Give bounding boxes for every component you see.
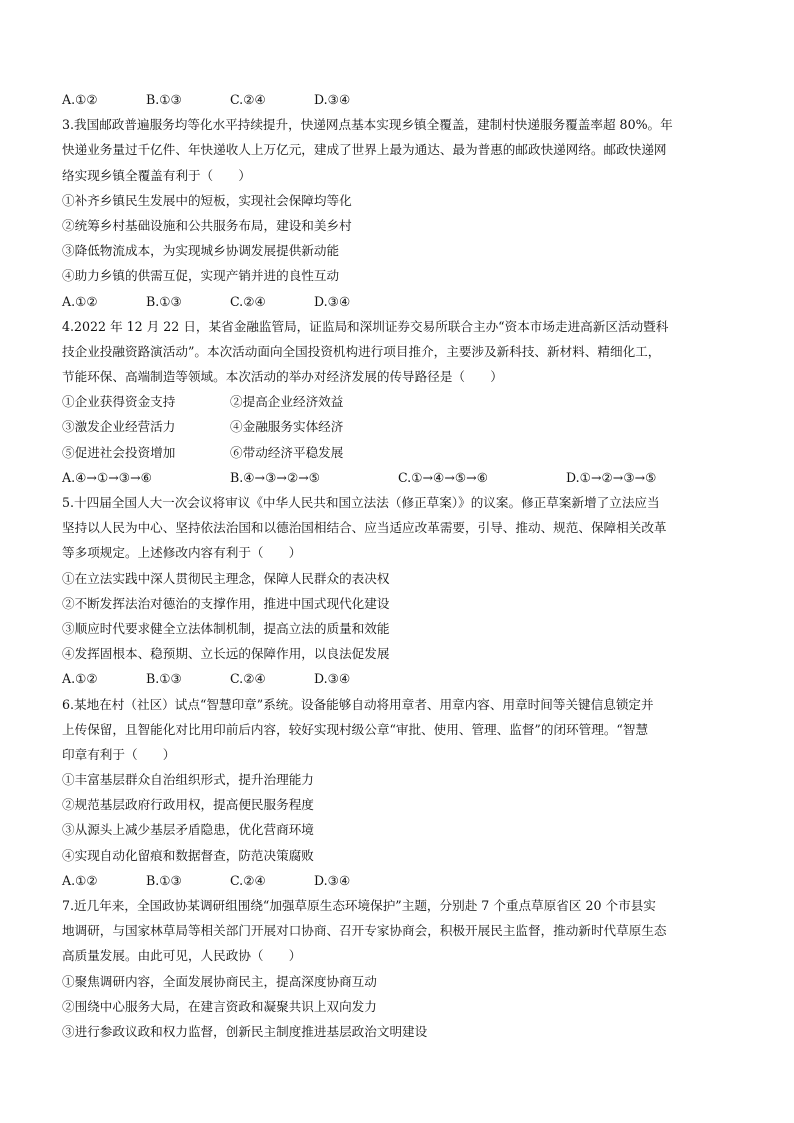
q7-item-1: ①聚焦调研内容，全面发展协商民主，提高深度协商互动 (62, 973, 377, 989)
exam-page (62, 87, 742, 1044)
q4-choices (62, 465, 742, 490)
q3-stem-line-1: 3.我国邮政普遍服务均等化水平持续提升，快递网点基本实现乡镇全覆盖，建制村快递服务覆盖率超 80%。年 (62, 117, 673, 133)
q4-item-1: ①企业获得资金支持 (62, 394, 176, 410)
question-6 (62, 692, 742, 894)
choice-a: A.①② (62, 92, 98, 107)
q4-item-2: ②提高企业经济效益 (230, 394, 344, 410)
choice-b: B.④→③→②→⑤ (230, 469, 321, 485)
choice-b: B.①③ (146, 293, 182, 309)
choice-d: D.③④ (314, 92, 351, 107)
choice-d: D.①→②→③→⑤ (566, 469, 657, 485)
choice-c: C.②④ (230, 293, 266, 309)
q5-stem-line-1: 5.十四届全国人大一次会议将审议《中华人民共和国立法法（修正草案）》的议案。修正草案新增了立法应当 (62, 495, 660, 510)
q4-stem-line-2: 技企业投融资路演活动”。本次活动面向全国投资机构进行项目推介，主要涉及新科技、新材料、精细化工， (62, 343, 661, 359)
question-7 (62, 893, 742, 1044)
q4-item-row-1 (62, 389, 742, 414)
q6-item-2: ②规范基层政府行政用权，提高便民服务程度 (62, 797, 314, 813)
q6-stem-line-2: 上传保留，且智能化对比用印前后内容，较好实现村级公章“审批、使用、管理、监督”的闭环管理。“智慧 (62, 721, 649, 737)
q4-item-5: ⑤促进社会投资增加 (62, 444, 176, 460)
q5-item-2: ②不断发挥法治对德治的支撑作用，推进中国式现代化建设 (62, 595, 390, 611)
question-4 (62, 314, 742, 490)
q4-item-row-3 (62, 440, 742, 465)
q3-item-1: ①补齐乡镇民生发展中的短板，实现社会保障均等化 (62, 192, 352, 208)
choice-a: A.①② (62, 671, 98, 687)
q7-stem-line-3: 高质量发展。由此可见，人民政协（ ） (62, 948, 302, 964)
q3-item-3: ③降低物流成本，为实现城乡协调发展提供新动能 (62, 243, 340, 259)
q3-choices (62, 289, 742, 314)
q4-stem-line-3: 节能环保、高端制造等领域。本次活动的举办对经济发展的传导路径是（ ） (62, 369, 503, 385)
choice-c: C.②④ (230, 671, 266, 687)
q6-item-3: ③从源头上减少基层矛盾隐患，优化营商环境 (62, 822, 314, 838)
q4-item-row-2 (62, 414, 742, 439)
q7-item-2: ②围绕中心服务大局，在建言资政和凝聚共识上双向发力 (62, 998, 377, 1014)
q5-item-3: ③顺应时代要求健全立法体制机制，提高立法的质量和效能 (62, 620, 390, 636)
choice-b: B.①③ (146, 872, 182, 888)
q6-choices (62, 868, 742, 893)
choice-b: B.①③ (146, 92, 182, 107)
q7-stem-line-2: 地调研，与国家林草局等相关部门开展对口协商、召开专家协商会，积极开展民主监督，推动新时代草原生态 (62, 923, 667, 939)
choice-d: D.③④ (314, 293, 351, 309)
q2-choices (62, 87, 742, 112)
choice-a: A.④→①→③→⑥ (62, 469, 152, 485)
q7-item-3: ③进行参政议政和权力监督，创新民主制度推进基层政治文明建设 (62, 1023, 428, 1039)
q6-stem-line-1: 6.某地在村（社区）试点“智慧印章”系统。设备能够自动将用章者、用章内容、用章时间等关键信息锁定并 (62, 696, 654, 712)
q5-item-4: ④发挥固根本、稳预期、立长远的保障作用，以良法促发展 (62, 646, 390, 662)
q5-choices (62, 666, 742, 691)
q3-item-2: ②统筹乡村基础设施和公共服务布局，建设和美乡村 (62, 217, 352, 233)
choice-d: D.③④ (314, 872, 351, 888)
choice-c: C.②④ (230, 872, 266, 888)
q6-item-1: ①丰富基层群众自治组织形式，提升治理能力 (62, 772, 314, 788)
q6-stem-line-3: 印章有利于（ ） (62, 746, 176, 762)
q3-stem-line-2: 快递业务量过千亿件、年快递收人上万亿元，建成了世界上最为通达、最为普惠的邮政快递网络。邮政快递网 (62, 142, 667, 158)
q3-item-4: ④助力乡镇的供需互促，实现产销并进的良性互动 (62, 268, 340, 284)
q5-item-1: ①在立法实践中深人贯彻民主理念，保障人民群众的表决权 (62, 570, 390, 586)
choice-c: C.①→④→⑤→⑥ (398, 469, 489, 485)
q5-stem-line-2: 坚持以人民为中心、坚持依法治国和以德治国相结合、应当适应改革需要，引导、推动、规范、保障相关改革 (62, 520, 667, 536)
question-5 (62, 490, 742, 692)
q6-item-4: ④实现自动化留痕和数据督查，防范决策腐败 (62, 847, 314, 863)
q5-stem-line-3: 等多项规定。上述修改内容有利于（ ） (62, 545, 302, 561)
choice-d: D.③④ (314, 671, 351, 687)
choice-a: A.①② (62, 872, 98, 888)
q4-item-4: ④金融服务实体经济 (230, 419, 344, 435)
q3-stem-line-3: 络实现乡镇全覆盖有利于（ ） (62, 167, 251, 183)
question-3 (62, 112, 742, 314)
choice-a: A.①② (62, 293, 98, 309)
q4-item-6: ⑥带动经济平稳发展 (230, 444, 344, 460)
q4-item-3: ③激发企业经营活力 (62, 419, 176, 435)
q7-stem-line-1: 7.近几年来，全国政协某调研组围绕“加强草原生态环境保护”主题，分别赴 7 个重点草原省区 20 个市县实 (62, 898, 656, 913)
choice-b: B.①③ (146, 671, 182, 687)
q4-stem-line-1: 4.2022 年 12 月 22 日，某省金融监管局，证监局和深圳证券交易所联合主办“资本市场走进高新区活动暨科 (62, 318, 669, 334)
choice-c: C.②④ (230, 92, 266, 107)
